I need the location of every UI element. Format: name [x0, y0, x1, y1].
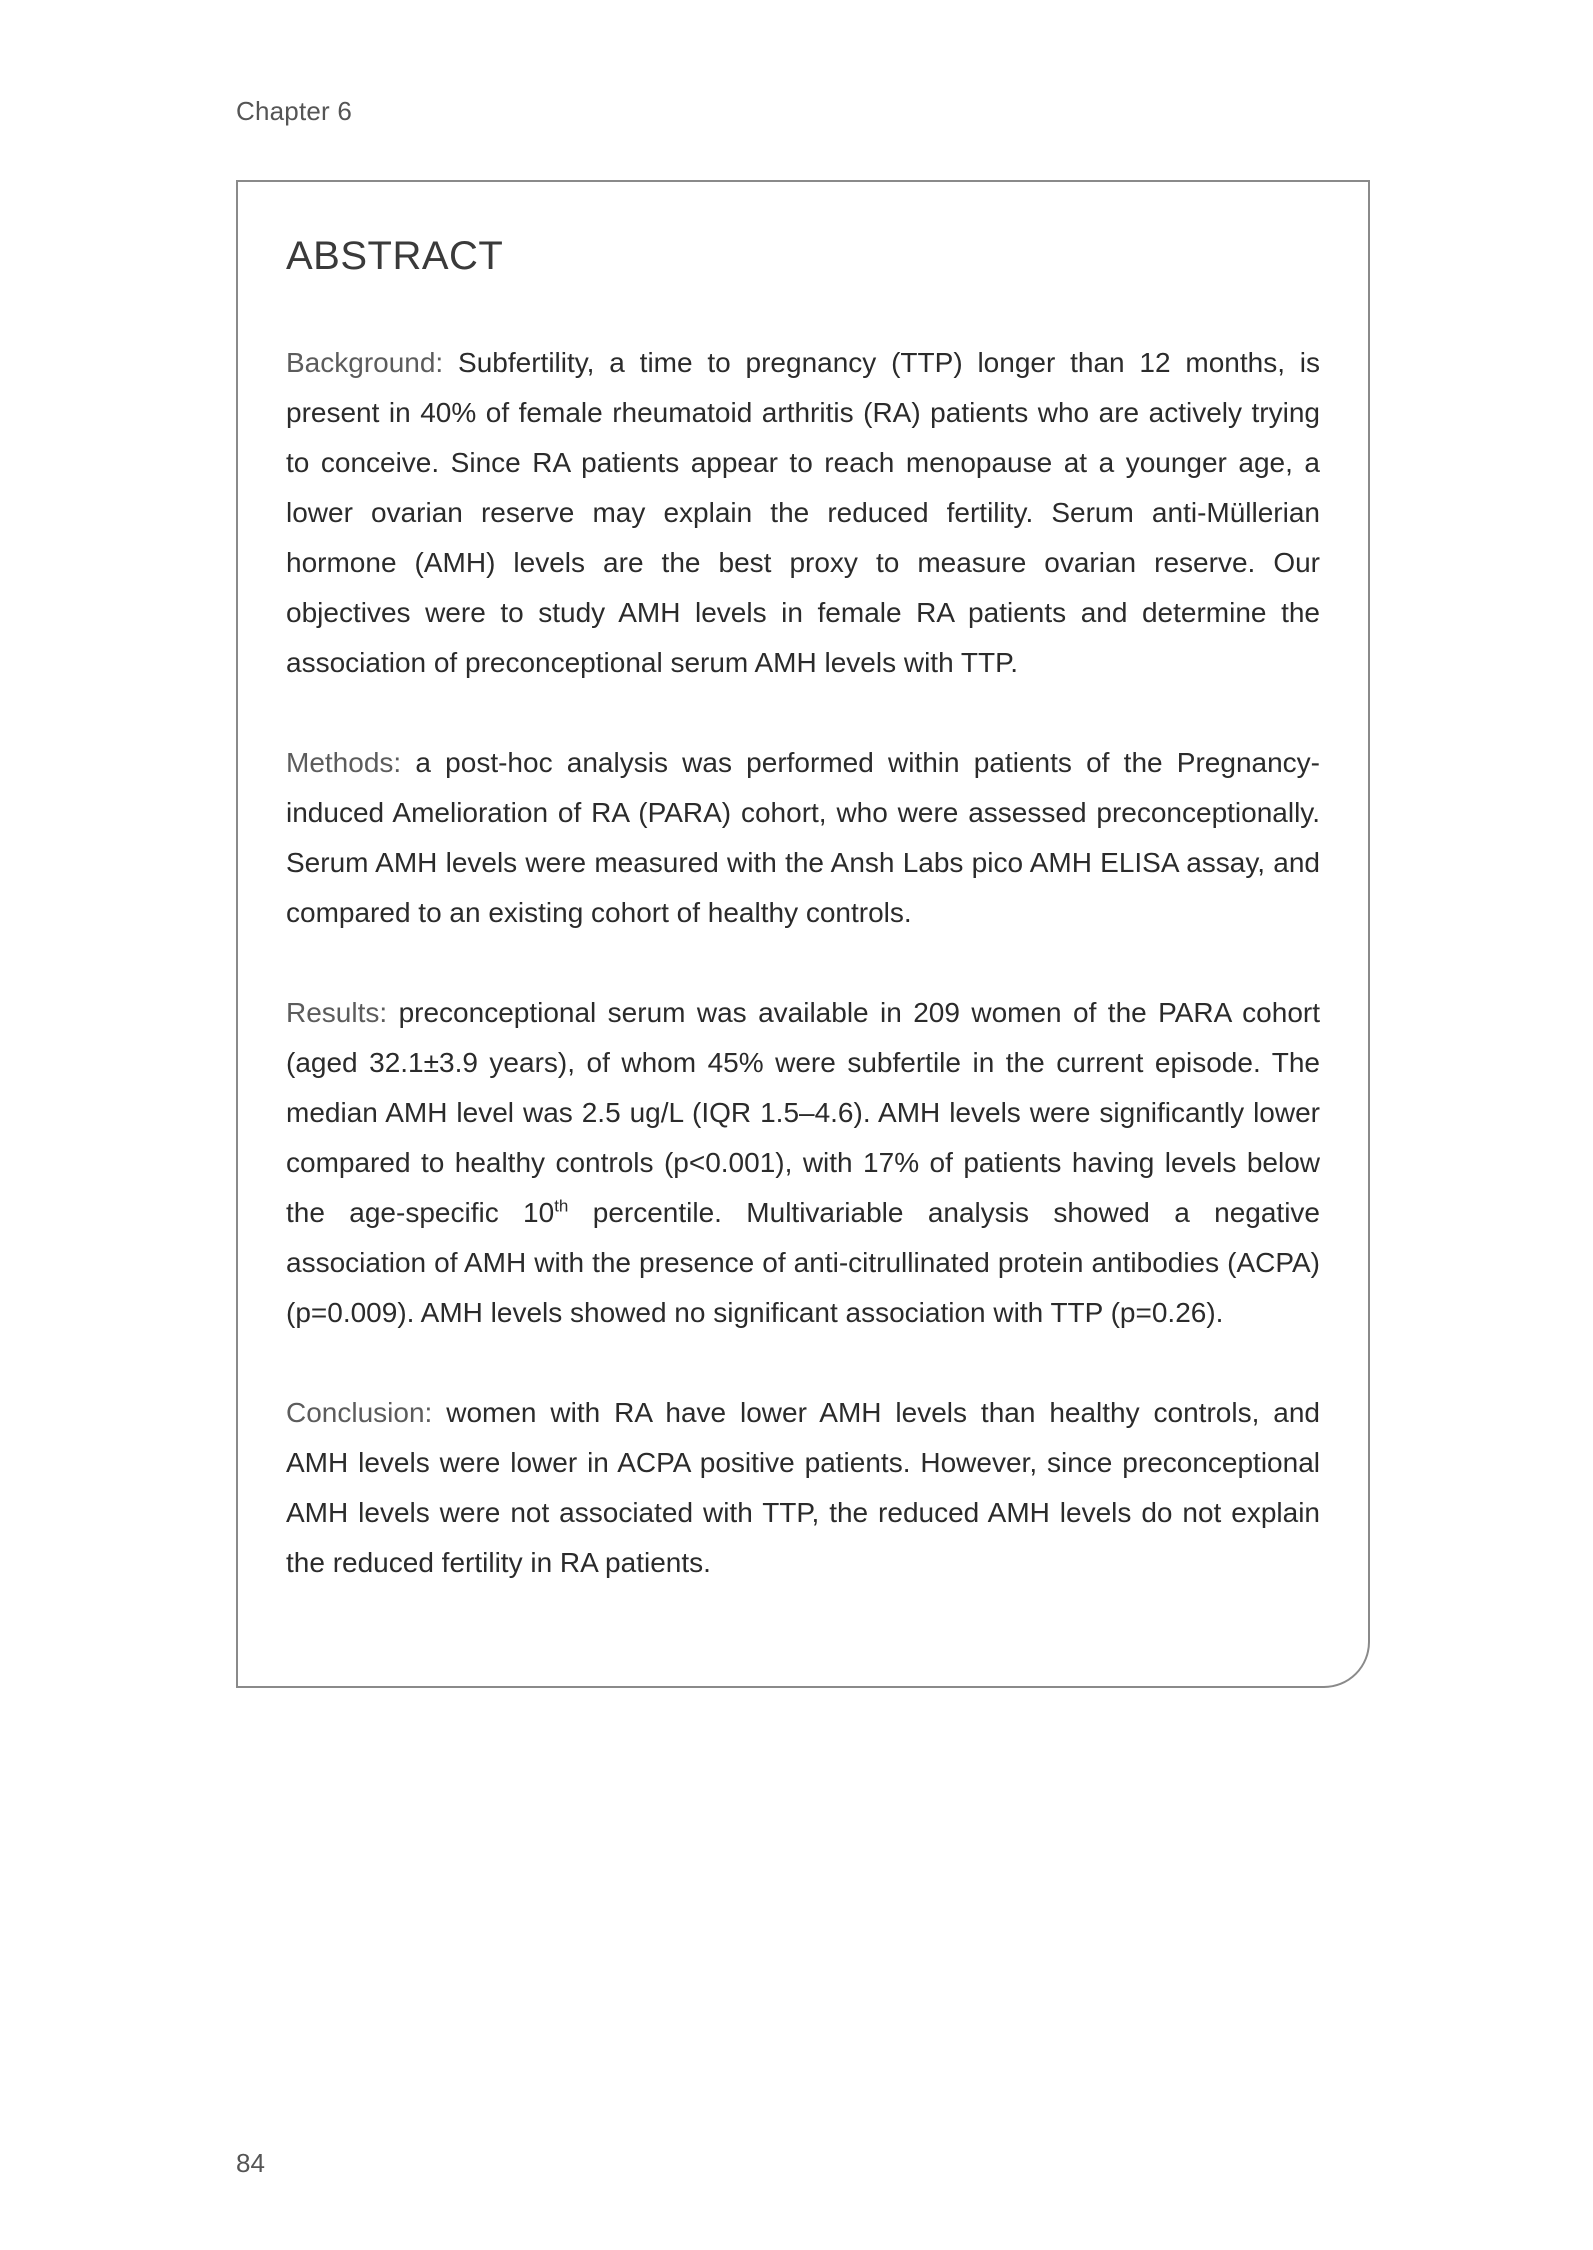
results-section — [286, 988, 1320, 1338]
results-label: Results: — [286, 997, 388, 1028]
results-text-part-2: percentile. Multivariable analysis showed a negative association of AMH with the presence of anti-citrullinated protein antibodies (ACPA) (p=0.009). AMH levels showed no significant association with TTP (p=0.26). — [286, 1197, 1320, 1328]
abstract-heading: ABSTRACT — [286, 234, 504, 278]
background-section — [286, 338, 1320, 688]
conclusion-label: Conclusion: — [286, 1397, 433, 1428]
methods-section — [286, 738, 1320, 938]
abstract-body — [286, 338, 1320, 1638]
background-text: Subfertility, a time to pregnancy (TTP) longer than 12 months, is present in 40% of female rheumatoid arthritis (RA) patients who are actively trying to conceive. Since RA patients appear to reach menopause at a younger age, a lower ovarian reserve may explain the reduced fertility. Serum anti-Müllerian hormone (AMH) levels are the best proxy to measure ovarian reserve. Our objectives were to study AMH levels in female RA patients and determine the association of preconceptional serum AMH levels with TTP. — [286, 347, 1321, 678]
abstract-box — [236, 180, 1370, 1688]
page-number: 84 — [236, 2148, 265, 2178]
methods-label: Methods: — [286, 747, 402, 778]
background-label: Background: — [286, 347, 444, 378]
running-head: Chapter 6 — [236, 96, 352, 126]
results-superscript: th — [554, 1196, 569, 1216]
methods-text: a post-hoc analysis was performed within patients of the Pregnancy-induced Amelioration of RA (PARA) cohort, who were assessed preconceptionally. Serum AMH levels were measured with the Ansh Labs pico AMH ELISA assay, and compared to an existing cohort of healthy controls. — [286, 747, 1320, 928]
conclusion-text: women with RA have lower AMH levels than healthy controls, and AMH levels were lower in ACPA positive patients. However, since preconceptional AMH levels were not associated with TTP, the reduced AMH levels do not explain the reduced fertility in RA patients. — [286, 1397, 1320, 1578]
results-text-part-1: preconceptional serum was available in 209 women of the PARA cohort (aged 32.1±3.9 years), of whom 45% were subfertile in the current episode. The median AMH level was 2.5 ug/L (IQR 1.5–4.6). AMH levels were significantly lower compared to healthy controls (p<0.001), with 17% of patients having levels below the age-specific 10 — [286, 997, 1321, 1228]
conclusion-section — [286, 1388, 1320, 1588]
